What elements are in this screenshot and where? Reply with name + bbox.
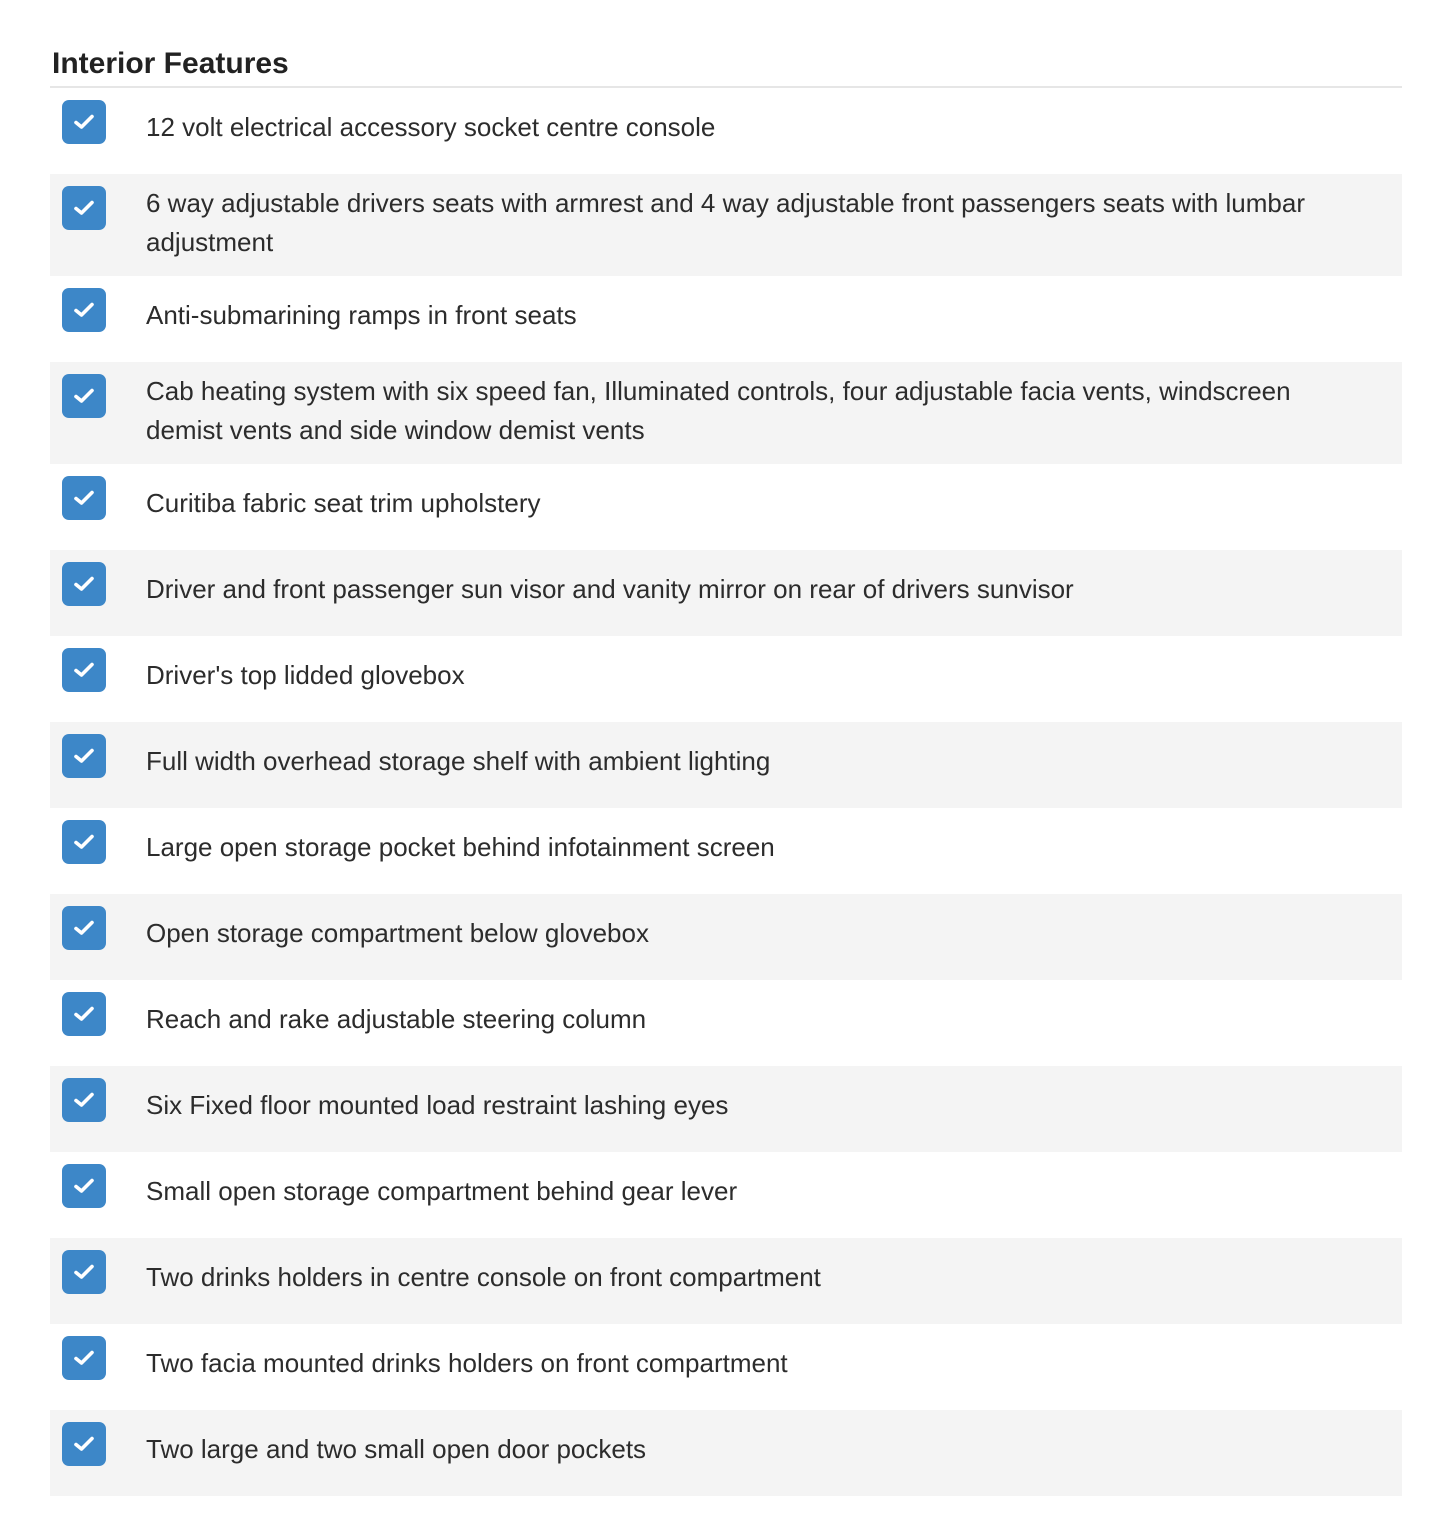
feature-item: [50, 722, 1402, 808]
feature-item: [50, 1238, 1402, 1324]
feature-item: [50, 636, 1402, 722]
checkbox-checked-icon[interactable]: [62, 1078, 106, 1122]
checkbox-checked-icon[interactable]: [62, 374, 106, 418]
interior-features-section: [50, 40, 1402, 1496]
checkbox-checked-icon[interactable]: [62, 1250, 106, 1294]
feature-label: Large open storage pocket behind infotainment screen: [146, 832, 775, 862]
feature-item: [50, 1066, 1402, 1152]
feature-item: [50, 88, 1402, 174]
feature-label: Two facia mounted drinks holders on front compartment: [146, 1348, 788, 1378]
feature-label: Driver and front passenger sun visor and vanity mirror on rear of drivers sunvisor: [146, 574, 1074, 604]
feature-item: [50, 808, 1402, 894]
feature-item: [50, 174, 1402, 276]
feature-label: Cab heating system with six speed fan, Illuminated controls, four adjustable facia vents, windscreen demist vents and side window demist vents: [146, 376, 1291, 445]
section-title: Interior Features: [52, 47, 289, 80]
checkbox-checked-icon[interactable]: [62, 734, 106, 778]
feature-label: Six Fixed floor mounted load restraint lashing eyes: [146, 1090, 729, 1120]
feature-label: 6 way adjustable drivers seats with armrest and 4 way adjustable front passengers seats with lumbar adjustment: [146, 188, 1306, 257]
checkbox-checked-icon[interactable]: [62, 186, 106, 230]
feature-label: Curitiba fabric seat trim upholstery: [146, 488, 541, 518]
checkbox-checked-icon[interactable]: [62, 820, 106, 864]
feature-item: [50, 276, 1402, 362]
feature-item: [50, 1410, 1402, 1496]
checkbox-checked-icon[interactable]: [62, 288, 106, 332]
checkbox-checked-icon[interactable]: [62, 100, 106, 144]
feature-label: Small open storage compartment behind gear lever: [146, 1176, 738, 1206]
feature-label: Full width overhead storage shelf with ambient lighting: [146, 746, 771, 776]
checkbox-checked-icon[interactable]: [62, 1164, 106, 1208]
feature-list: [50, 88, 1402, 1496]
feature-item: [50, 894, 1402, 980]
feature-item: [50, 1324, 1402, 1410]
checkbox-checked-icon[interactable]: [62, 1422, 106, 1466]
feature-label: Driver's top lidded glovebox: [146, 660, 465, 690]
feature-item: [50, 550, 1402, 636]
feature-label: 12 volt electrical accessory socket centre console: [146, 112, 716, 142]
feature-label: Reach and rake adjustable steering column: [146, 1004, 647, 1034]
checkbox-checked-icon[interactable]: [62, 476, 106, 520]
checkbox-checked-icon[interactable]: [62, 562, 106, 606]
feature-item: [50, 1152, 1402, 1238]
checkbox-checked-icon[interactable]: [62, 992, 106, 1036]
feature-label: Two drinks holders in centre console on front compartment: [146, 1262, 821, 1292]
feature-item: [50, 464, 1402, 550]
feature-item: [50, 980, 1402, 1066]
feature-label: Anti-submarining ramps in front seats: [146, 300, 577, 330]
feature-label: Open storage compartment below glovebox: [146, 918, 649, 948]
checkbox-checked-icon[interactable]: [62, 906, 106, 950]
feature-item: [50, 362, 1402, 464]
checkbox-checked-icon[interactable]: [62, 1336, 106, 1380]
checkbox-checked-icon[interactable]: [62, 648, 106, 692]
feature-label: Two large and two small open door pockets: [146, 1434, 647, 1464]
